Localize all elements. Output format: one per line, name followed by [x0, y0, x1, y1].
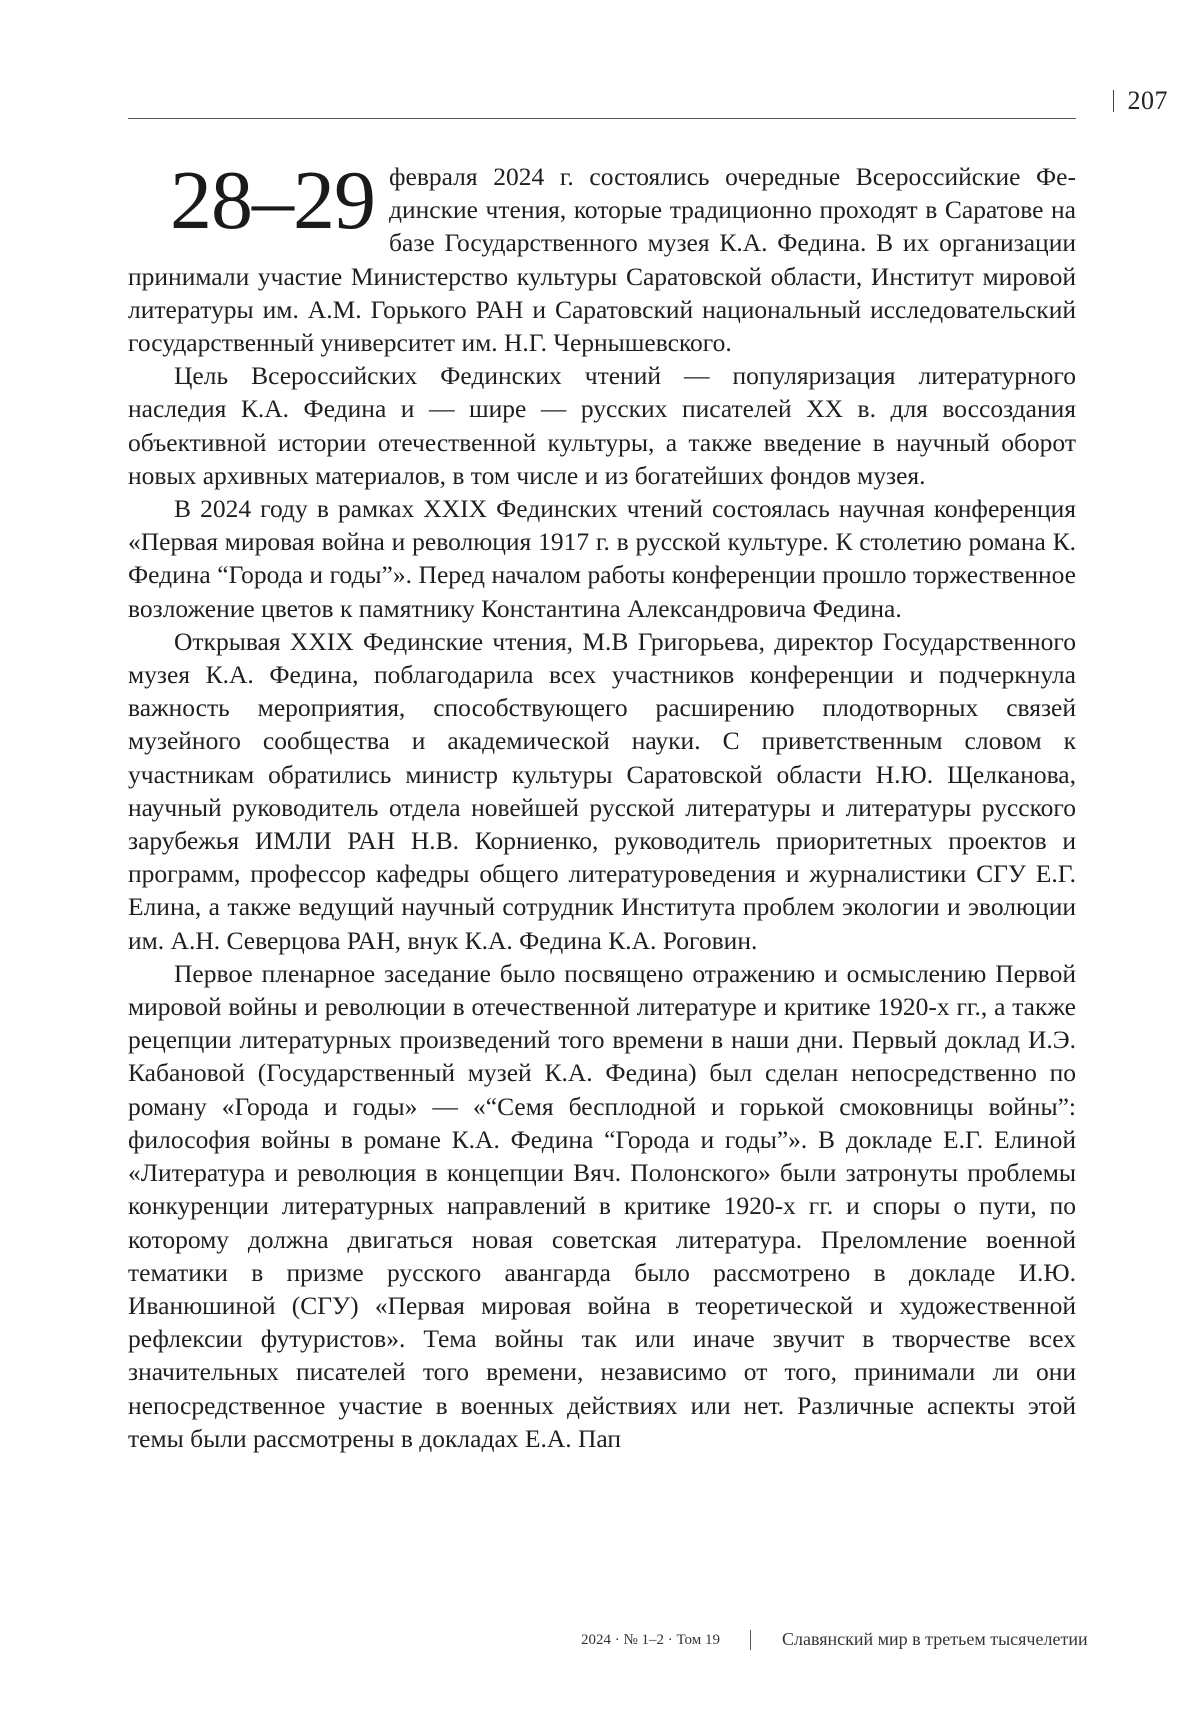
paragraph-1	[128, 160, 1076, 359]
footer-issue: 2024 · № 1–2 · Том 19	[581, 1632, 720, 1649]
paragraph-2: Цель Всероссийских Фединских чтений — популяризация литератур­ного наследия К.А. Федина и — шире — русских писателей XX в. для вос­создания объективной истории отечественной культуры, а также введение в научный оборот новых архивных материалов, в том числе и из богатей­ших фондов музея.	[128, 359, 1076, 492]
footer-divider	[750, 1630, 751, 1650]
page-number-group	[1113, 86, 1169, 116]
paragraph-5: Первое пленарное заседание было посвящено отражению и осмысле­нию Первой мировой войны и революции в отечественной литературе и критике 1920-х гг., а также рецепции литературных произведений того вре­мени в наши дни. Первый доклад И.Э. Кабановой (Государственный музей К.А. Федина) был сделан непосредственно по роману «Города и годы» — «“Семя бесплодной и горькой смоковницы войны”: философия войны в ро­мане К.А. Федина “Города и годы”». В докладе Е.Г. Елиной «Литература и революция в концепции Вяч. Полонского» были затронуты проблемы кон­куренции литературных направлений в критике 1920-х гг. и споры о пути, по которому должна двигаться новая советская литература. Преломление военной тематики в призме русского авангарда было рассмотрено в докладе И.Ю. Иванюшиной (СГУ) «Первая мировая война в теоретической и ху­дожественной рефлексии футуристов». Тема войны так или иначе звучит в творчестве всех значительных писателей того времени, независимо от того, принимали ли они непосредственное участие в военных действиях или нет. Различные аспекты этой темы были рассмотрены в докладах Е.А. Пап­	[128, 957, 1076, 1455]
paragraph-4: Открывая XXIX Фединские чтения, М.В Григорьева, директор Государ­ственного музея К.А. Федина, поблагодарила всех участников конференции и подчеркнула важность мероприятия, способствующего расширению пло­дотворных связей музейного сообщества и академической науки. С привет­ственным словом к участникам обратились министр культуры Саратовской области Н.Ю. Щелканова, научный руководитель отдела новейшей русской литературы и литературы русского зарубежья ИМЛИ РАН Н.В. Корниенко, руководитель приоритетных проектов и программ, профессор кафедры об­щего литературоведения и журналистики СГУ Е.Г. Елина, а также ведущий научный сотрудник Института проблем экологии и эволюции им. А.Н. Се­верцова РАН, внук К.А. Федина К.А. Роговин.	[128, 625, 1076, 957]
page-number-divider	[1113, 90, 1114, 112]
page-number: 207	[1128, 86, 1169, 116]
dropcap-dates: 28–29	[170, 170, 375, 232]
paragraph-3: В 2024 году в рамках XXIX Фединских чтений состоялась научная кон­ференция «Первая мировая война и революция 1917 г. в русской культуре. К столетию романа К. Федина “Города и годы”». Перед началом работы конференции прошло торжественное возложение цветов к памятнику Кон­стантина Александровича Федина.	[128, 492, 1076, 625]
header-rule	[128, 118, 1076, 119]
article-body	[128, 160, 1076, 1455]
footer-journal-title: Славянский мир в третьем тысячелетии	[782, 1629, 1088, 1650]
page-footer	[0, 1628, 1200, 1656]
paragraph-1-text: февраля 2024 г. состоялись очередные Всероссийские Фе­динские чтения, которые традиционно проходят в Сара­тове на базе Государственного музея К.А. Федина. В их организации при­нимали участие Министерство культуры Саратовской области, Институт мировой литературы им. А.М. Горького РАН и Саратовский национальный исследовательский государственный университет им. Н.Г. Чернышевского.	[128, 162, 1076, 357]
